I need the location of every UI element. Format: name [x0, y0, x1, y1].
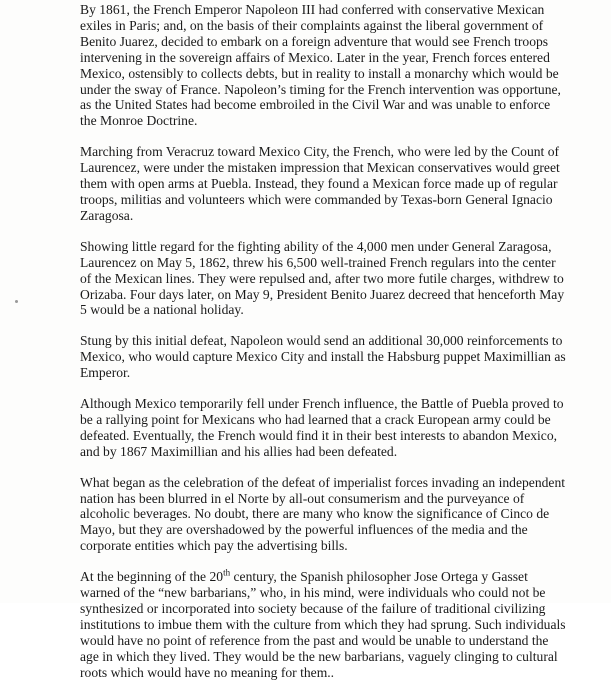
ordinal-superscript: th [223, 567, 231, 578]
paragraph-reinforcements: Stung by this initial defeat, Napoleon would send an additional 30,000 reinforcements to Mexico, who would capture Mexico City and install the Habsburg puppet Maximillian as Emperor. [80, 333, 566, 381]
paragraph-text-rest: century, the Spanish philosopher Jose Ortega y Gasset warned of the “new barbarians,” who, in his mind, were individuals who could not be synthesized or incorporated into society because of the failure of traditional civilizing institutions to imbue them with the culture from which they had sprung. Such individuals would have no point of reference from the past and would be unable to understand the age in which they lived. They would be the new barbarians, vaguely clinging to cultural roots which would have no meaning for them.. [80, 569, 566, 680]
scan-speck [15, 300, 18, 303]
document-body [80, 2, 610, 681]
paragraph-new-barbarians [80, 569, 610, 680]
paragraph-napoleon-intervention: By 1861, the French Emperor Napoleon III had conferred with conservative Mexican exiles in Paris; and, on the basis of their complaints against the liberal government of Benito Juarez, decided to embark on a foreign adventure that would see French troops intervening in the sovereign affairs of Mexico. Later in the year, French forces entered Mexico, ostensibly to collects debts, but in reality to install a monarchy which would be under the sway of France. Napoleon’s timing for the French intervention was opportune, as the United States had become embroiled in the Civil War and was unable to enforce the Monroe Doctrine. [80, 2, 561, 129]
paragraph-text-start: At the beginning of the 20 [80, 569, 224, 585]
paragraph-consumerism: What began as the celebration of the defeat of imperialist forces invading an independent nation has been blurred in el Norte by all-out consumerism and the purveyance of alcoholic beverages. No doubt, there are many who know the significance of Cinco de Mayo, but they are overshadowed by the powerful influences of the media and the corporate entities which pay the advertising bills. [80, 474, 566, 554]
paragraph-battle-of-puebla: Showing little regard for the fighting ability of the 4,000 men under General Zaragosa, Laurencez on May 5, 1862, threw his 6,500 well-trained French regulars into the center of the Mexican lines. They were repulsed and, after two more futile charges, withdrew to Orizaba. Four days later, on May 9, President Benito Juarez decreed that henceforth May 5 would be a national holiday. [80, 238, 565, 318]
paragraph-rallying-point: Although Mexico temporarily fell under French influence, the Battle of Puebla proved to be a rallying point for Mexicans who had learned that a crack European army could be defeated. Eventually, the French would find it in their best interests to abandon Mexico, and by 1867 Maximillian and his allies had been defeated. [80, 396, 564, 459]
paragraph-march-to-puebla: Marching from Veracruz toward Mexico City, the French, who were led by the Count of Laurencez, were under the mistaken impression that Mexican conservatives would greet them with open arms at Puebla. Instead, they found a Mexican force made up of regular troops, militias and volunteers which were commanded by Texas-born General Ignacio Zaragosa. [80, 144, 560, 223]
